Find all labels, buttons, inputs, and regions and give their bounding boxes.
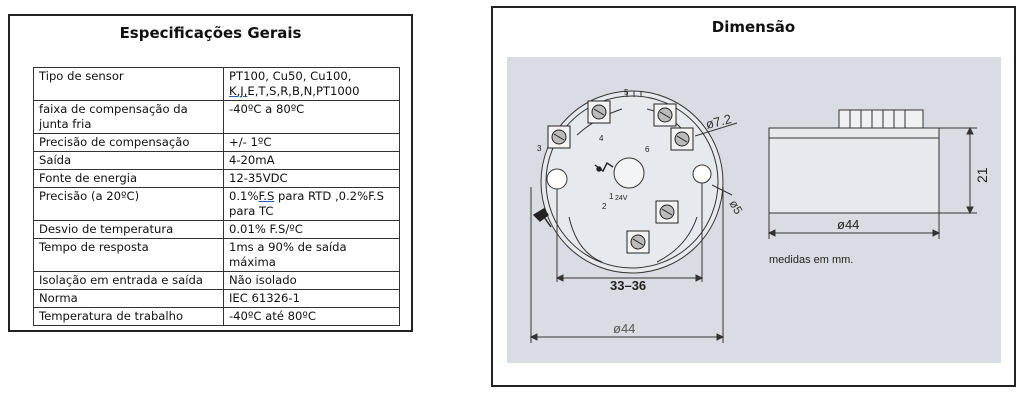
spec-label: Tipo de sensor (34, 68, 224, 101)
spec-value (224, 188, 400, 221)
spec-label: Saída (34, 152, 224, 170)
spec-label: Temperatura de trabalho (34, 308, 224, 326)
table-row (34, 290, 400, 308)
spec-title: Especificações Gerais (119, 24, 302, 42)
terminal-number: 3 (537, 144, 542, 153)
terminal-screw (671, 128, 693, 150)
outer-dia-front-label: ø44 (613, 321, 636, 336)
terminal-number: 2 (602, 202, 607, 211)
spec-value-line: E,T,S,R,B,N,PT1000 (247, 84, 360, 98)
spec-label: Desvio de temperatura (34, 221, 224, 239)
center-label: 24V (615, 195, 628, 202)
spec-value-line: PT100, Cu50, Cu100, (229, 69, 352, 83)
dimension-drawing (507, 57, 1001, 363)
dimension-panel (491, 6, 1016, 387)
spec-value-text: 0.1% (229, 189, 259, 203)
terminal-screw (656, 201, 678, 223)
spec-value: 1ms a 90% de saída máxima (224, 239, 400, 272)
spec-value: Não isolado (224, 272, 400, 290)
spec-value: -40ºC a 80ºC (224, 101, 400, 134)
height-label: 21 (974, 167, 990, 183)
spec-table (33, 67, 400, 326)
slot-dia-label: ø5 (726, 197, 746, 217)
spec-label: Tempo de resposta (34, 239, 224, 272)
outer-dia-side-label: ø44 (837, 217, 860, 232)
spec-value (224, 68, 400, 101)
hole-dia-label: ø7.2 (704, 111, 733, 132)
table-row (34, 134, 400, 152)
connector-block (839, 110, 923, 128)
table-row (34, 152, 400, 170)
table-row (34, 68, 400, 101)
units-note: medidas em mm. (769, 254, 854, 266)
spec-value: 12-35VDC (224, 170, 400, 188)
spec-value: +/- 1ºC (224, 134, 400, 152)
spec-label: Precisão (a 20ºC) (34, 188, 224, 221)
spec-label: faixa de compensação da junta fria (34, 101, 224, 134)
table-row (34, 101, 400, 134)
center-hole (614, 158, 644, 188)
terminal-number: 6 (645, 145, 650, 154)
spec-panel (8, 14, 413, 332)
table-row (34, 170, 400, 188)
center-distance-label: 33–36 (610, 278, 647, 293)
terminal-number: 5 (624, 88, 629, 97)
mounting-hole-left (547, 169, 567, 189)
spec-value-underlined: K,J, (229, 84, 248, 98)
spec-label: Isolação em entrada e saída (34, 272, 224, 290)
table-row (34, 188, 400, 221)
spec-value-underlined: F.S (258, 189, 275, 203)
table-row (34, 239, 400, 272)
terminal-screw (588, 101, 610, 123)
terminal-screw (548, 126, 570, 148)
table-row (34, 308, 400, 326)
table-row (34, 272, 400, 290)
terminal-screw (654, 104, 676, 126)
terminal-screw (627, 231, 649, 253)
dimension-title: Dimensão (711, 18, 796, 36)
terminal-number: 4 (599, 134, 604, 143)
spec-label: Fonte de energia (34, 170, 224, 188)
spec-value: 4-20mA (224, 152, 400, 170)
spec-value: -40ºC até 80ºC (224, 308, 400, 326)
mounting-hole-right (693, 165, 711, 183)
side-body (769, 128, 939, 213)
spec-value-text: para RTD ,0.2%F.S para TC (229, 189, 384, 218)
spec-label: Norma (34, 290, 224, 308)
terminal-number: 1 (609, 192, 614, 201)
table-row (34, 221, 400, 239)
spec-value: IEC 61326-1 (224, 290, 400, 308)
spec-label: Precisão de compensação (34, 134, 224, 152)
spec-value: 0.01% F.S/ºC (224, 221, 400, 239)
